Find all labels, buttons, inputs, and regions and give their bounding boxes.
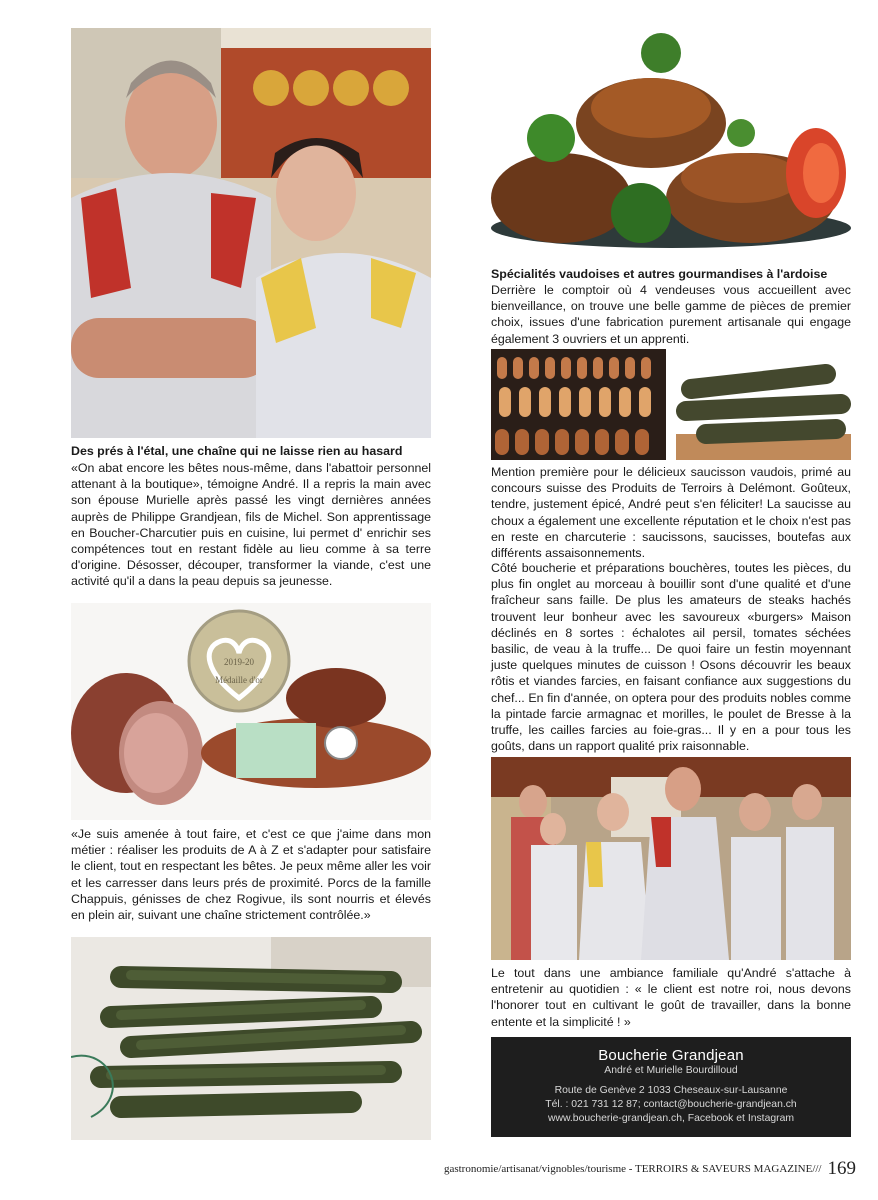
photo-saucissons-medal — [71, 603, 431, 820]
photo-team — [491, 757, 851, 960]
photo-butcher-couple — [71, 28, 431, 438]
quote-text: «Je suis amenée à tout faire, et c'est ce que j'aime dans mon métier : réaliser les produits de A à Z et s'adapter pour satisfaire le client, tout en respectant les bêtes. Je peux même aller les voir et les carresser dans leurs prés de proximité. Porcs de la famille Chappuis, génisses de chez Rogivue, ils sont nourris et élevés en plein air, suivant une chaîne strictement contrôlée.» — [71, 827, 431, 923]
section4-text: Côté boucherie et préparations bouchères, toutes les pièces, du plus fin onglet au morceau à bouillir sont d'une qualité et d'une fraîcheur sans faille. De plus les amateurs de steaks hachés trouvent leur bonheur avec les savoureux «burgers» Maison déclinés en 8 sortes : échalotes ail persil, tomates séchées basilic, de veau à la truffe... De quoi faire un festin moyennant juste quelques minutes de cuisson ! Osons découvrir les beaux rôtis et viandes farcies, en faisant confiance aux suggestions du chef... En fin d'année, on optera pour des produits nobles comme la pintade farcie armagnac et morilles, le poulet de Bresse à la truffe, les cailles farcies au foie-gras... Il y en a pour tous les goûts, dans un rapport qualité prix raisonnable. — [491, 561, 851, 754]
photo-pates — [491, 28, 851, 253]
section1-heading: Des prés à l'étal, une chaîne qui ne laisse rien au hasard — [71, 444, 403, 458]
page-number: 169 — [827, 1158, 856, 1179]
shop-owners: André et Murielle Bourdilloud — [604, 1065, 738, 1076]
shop-phone-email[interactable]: Tél. : 021 731 12 87; contact@boucherie-grandjean.ch — [545, 1099, 797, 1110]
section1-text: «On abat encore les bêtes nous-même, dans l'abattoir personnel attenant à la boutique», témoigne André. Il a repris la main avec son épouse Murielle après passé les vingt dernières années auprès de Philippe Grandjean, fils de Michel. Son apprentissage en Boucher-Charcutier puis en cuisine, lui permet d' enrichir ses compétences tout en restant fidèle au lieu comme à sa terre d'origine. Désosser, découper, transformer la viande, c'est une activité qu'il a dans la peau depuis sa jeunesse. — [71, 461, 431, 589]
contact-box — [491, 1037, 851, 1137]
section3-text: Mention première pour le délicieux saucisson vaudois, primé au concours suisse des Produits de Terroirs à Delémont. Goûteux, tendre, justement épicé, André peut s'en féliciter! La saucisse au choux a également une excellente réputation et le choix n'est pas en reste en charcuterie : saucissons, saucisses, boutefas aux différents assaisonnements. — [491, 465, 851, 561]
section2-heading: Spécialités vaudoises et autres gourmandises à l'ardoise — [491, 267, 828, 281]
footer-categories: gastronomie/artisanat/vignobles/tourisme - TERROIRS & SAVEURS MAGAZINE/// — [443, 1163, 822, 1175]
medal-label: Médaille d'or — [215, 675, 263, 685]
page-footer — [444, 1158, 856, 1180]
shop-address: Route de Genève 2 1033 Cheseaux-sur-Lausanne — [554, 1085, 788, 1096]
photo-herbed-sausages — [71, 937, 431, 1140]
photo-hanging-sausages — [491, 349, 666, 460]
shop-web[interactable]: www.boucherie-grandjean.ch, Facebook et Instagram — [547, 1113, 795, 1124]
medal-year: 2019-20 — [224, 657, 254, 667]
photo-herbed-saucissons — [676, 349, 851, 460]
section5-text: Le tout dans une ambiance familiale qu'André s'attache à entretenir au quotidien : « le client est notre roi, nous devons l'honorer tout en cultivant le goût de travailler, dans la bonne entente et la simplicité ! » — [491, 966, 851, 1029]
section2-text: Derrière le comptoir où 4 vendeuses vous accueillent avec bienveillance, on trouve une belle gamme de pièces de premier choix, issues d'une fabrication purement artisanale qui engage également 3 ouvriers et un apprenti. — [491, 283, 851, 346]
shop-name: Boucherie Grandjean — [598, 1047, 744, 1064]
